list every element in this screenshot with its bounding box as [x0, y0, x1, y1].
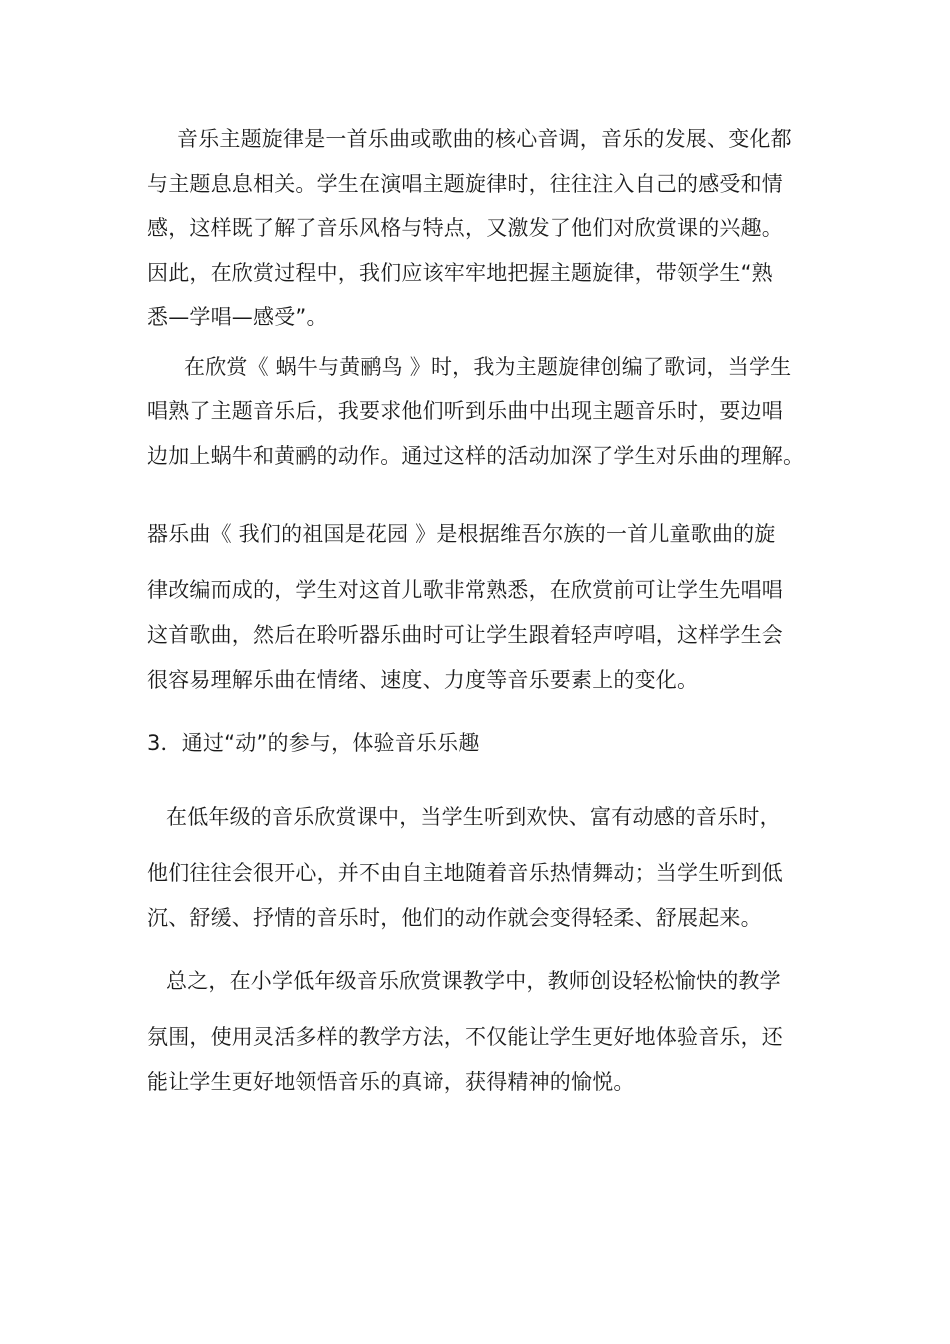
- paragraph-line: 在欣赏《 蜗牛与黄鹂鸟 》时，我为主题旋律创编了歌词，当学生: [184, 355, 792, 379]
- paragraph-line: 因此，在欣赏过程中，我们应该牢牢地把握主题旋律，带领学生“熟: [147, 261, 773, 285]
- paragraph-line: 律改编而成的，学生对这首儿歌非常熟悉，在欣赏前可让学生先唱唱: [147, 578, 783, 602]
- paragraph-line: 边加上蜗牛和黄鹂的动作。通过这样的活动加深了学生对乐曲的理解。: [147, 444, 805, 468]
- paragraph-line: 很容易理解乐曲在情绪、速度、力度等音乐要素上的变化。: [147, 668, 699, 692]
- paragraph-line: 总之，在小学低年级音乐欣赏课教学中，教师创设轻松愉快的教学: [166, 969, 781, 993]
- paragraph-line: 能让学生更好地领悟音乐的真谛，获得精神的愉悦。: [147, 1070, 635, 1094]
- paragraph-line: 沉、舒缓、抒情的音乐时，他们的动作就会变得轻柔、舒展起来。: [147, 906, 762, 930]
- section-heading: 3．通过“动”的参与，体验音乐乐趣: [147, 731, 480, 755]
- paragraph-line: 音乐主题旋律是一首乐曲或歌曲的核心音调，音乐的发展、变化都: [177, 127, 792, 151]
- paragraph-line: 在低年级的音乐欣赏课中，当学生听到欢快、富有动感的音乐时，: [166, 805, 781, 829]
- paragraph-line: 悉—学唱—感受”。: [147, 305, 328, 329]
- paragraph-line: 氛围，使用灵活多样的教学方法，不仅能让学生更好地体验音乐，还: [147, 1025, 783, 1049]
- paragraph-line: 与主题息息相关。学生在演唱主题旋律时，往往注入自己的感受和情: [147, 172, 783, 196]
- paragraph-line: 唱熟了主题音乐后，我要求他们听到乐曲中出现主题音乐时，要边唱: [147, 399, 783, 423]
- paragraph-line: 感，这样既了解了音乐风格与特点，又激发了他们对欣赏课的兴趣。: [147, 216, 783, 240]
- paragraph-line: 他们往往会很开心，并不由自主地随着音乐热情舞动；当学生听到低: [147, 861, 783, 885]
- paragraph-line: 器乐曲《 我们的祖国是花园 》是根据维吾尔族的一首儿童歌曲的旋: [147, 522, 776, 546]
- paragraph-line: 这首歌曲，然后在聆听器乐曲时可让学生跟着轻声哼唱，这样学生会: [147, 623, 783, 647]
